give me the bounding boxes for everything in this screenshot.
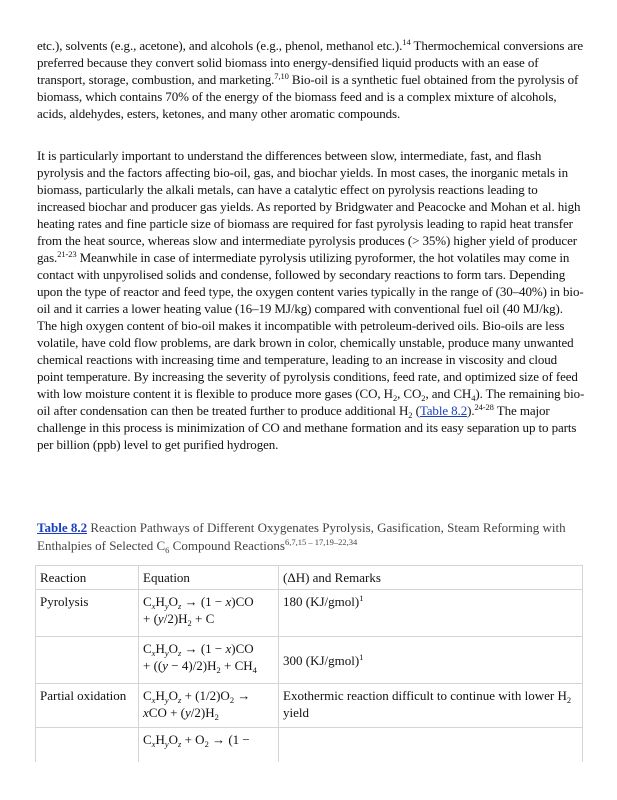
body-paragraph-1 xyxy=(37,37,585,122)
equation-text: )CO xyxy=(231,594,254,609)
subscript: 2 xyxy=(204,739,209,749)
paragraph-text: , and CH xyxy=(425,386,472,401)
equation-cell xyxy=(139,684,279,728)
body-paragraph-2 xyxy=(37,147,585,453)
equation-text: C xyxy=(143,688,152,703)
equation-text: → xyxy=(234,688,251,703)
paragraph-text: The major challenge in this process is minimization of CO and methane formation and its easy separation up to parts per billion (ppb) level to get purified hydrogen. xyxy=(37,403,577,452)
subscript: z xyxy=(178,739,182,749)
paragraph-text: ( xyxy=(412,403,420,418)
citation-ref[interactable]: 14 xyxy=(402,37,411,47)
equation-text: O xyxy=(168,688,179,703)
equation-text: + O xyxy=(181,732,205,747)
equation-text: C xyxy=(143,732,152,747)
equation-variable: y xyxy=(185,705,191,720)
header-cell-equation: Equation xyxy=(139,566,279,590)
equation-variable: y xyxy=(157,611,164,626)
paragraph-text: Meanwhile in case of intermediate pyrolysis utilizing pyroformer, the hot volatiles may come in contact with unpyrolised solids and condense, followed by secondary reactions to form tars. Depending upon the type of reactor and feed type, the oxygen content varies typically in the range of (30–40%) in bio-oil and it carries a lower heating value (16–19 MJ/kg) compared with conventional fuel oil (40 MJ/kg). The high oxygen content of bio-oil makes it incompatible with petroleum-derived oils. Bio-oils are less volatile, have cold flow problems, are dark brown in color, chemically unstable, produce many unwanted chemical reactions with increasing time and temperature, leading to an increase in viscosity and cloud point temperature. By increasing the severity of pyrolysis conditions, feed rate, and optimized size of feed with low moisture content it is flexible to produce more gases (CO, H xyxy=(37,250,584,401)
subscript: x xyxy=(151,601,156,611)
reaction-cell: Pyrolysis xyxy=(36,590,139,637)
remarks-cell xyxy=(279,637,583,684)
subscript: y xyxy=(164,648,169,658)
remark-text: 300 (KJ/gmol) xyxy=(283,652,360,668)
subscript: 6 xyxy=(165,545,170,555)
table-row xyxy=(36,684,583,728)
header-cell-reaction: Reaction xyxy=(36,566,139,590)
paragraph-text: Thermochemical conversions are preferred because they convert solid biomass into energy-densified liquid products with an ease of transport, storage, combustion, and marketing. xyxy=(37,38,584,87)
equation-text: + C xyxy=(191,611,215,626)
remarks-cell xyxy=(279,684,583,728)
equation-text: − 4)/2)H xyxy=(168,658,217,673)
equation-variable: x xyxy=(225,594,232,609)
subscript: x xyxy=(151,695,156,705)
subscript: z xyxy=(178,601,182,611)
table-label-link[interactable]: Table 8.2 xyxy=(37,520,88,535)
subscript: 2 xyxy=(566,695,572,705)
equation-text: → (1 − xyxy=(208,732,250,747)
subscript: 2 xyxy=(187,618,192,628)
subscript: y xyxy=(164,601,169,611)
subscript: x xyxy=(151,648,156,658)
equation-text: H xyxy=(155,594,165,609)
remark-text: 180 (KJ/gmol) xyxy=(283,594,360,609)
equation-text: H xyxy=(155,641,165,656)
subscript: z xyxy=(178,695,182,705)
table-8-2-link[interactable]: Table 8.2 xyxy=(419,403,468,418)
subscript: x xyxy=(151,739,156,749)
page-bottom-clip xyxy=(0,762,617,800)
subscript: 2 xyxy=(421,393,426,403)
subscript: 2 xyxy=(229,695,235,705)
subscript: 4 xyxy=(252,665,257,675)
caption-text: Reaction Pathways of Different Oxygenates Pyrolysis, Gasification, Steam Reforming with Enthalpies of Selected C xyxy=(37,520,566,553)
subscript: 2 xyxy=(216,665,221,675)
paragraph-text: etc.), solvents (e.g., acetone), and alcohols (e.g., phenol, methanol etc.). xyxy=(37,38,403,53)
table-row xyxy=(36,590,583,637)
equation-text: H xyxy=(155,732,165,747)
equation-text: + (( xyxy=(143,658,163,673)
paragraph-text: ). xyxy=(467,403,475,418)
subscript: 4 xyxy=(471,393,476,403)
reaction-cell xyxy=(36,637,139,684)
equation-text: + CH xyxy=(220,658,253,673)
equation-cell xyxy=(139,590,279,637)
paragraph-text: ). The remaining bio-oil after condensation can then be treated further to produce additional H xyxy=(37,386,585,418)
equation-text: /2)H xyxy=(163,611,188,626)
remarks-cell xyxy=(279,590,583,637)
equation-text: O xyxy=(168,641,179,656)
remark-text: yield xyxy=(283,705,309,720)
equation-variable: x xyxy=(225,641,232,656)
equation-text: C xyxy=(143,641,152,656)
header-cell-remarks: (ΔH) and Remarks xyxy=(279,566,583,590)
table-header-row xyxy=(36,566,583,590)
equation-text: O xyxy=(168,732,179,747)
equation-text: C xyxy=(143,594,152,609)
subscript: 2 xyxy=(214,712,219,722)
citation-ref[interactable]: 7,10 xyxy=(274,71,289,81)
equation-variable: x xyxy=(143,705,149,720)
equation-text: O xyxy=(168,594,179,609)
equation-text: + ( xyxy=(143,611,158,626)
equation-cell xyxy=(139,637,279,684)
citation-ref[interactable]: 6,7,15 – 17,19–22,34 xyxy=(284,537,358,547)
table-caption xyxy=(37,519,585,555)
subscript: 2 xyxy=(392,393,398,403)
equation-text: )CO xyxy=(231,641,254,656)
remark-text: Exothermic reaction difficult to continue with lower H xyxy=(283,688,567,703)
equation-text: CO + ( xyxy=(148,705,186,720)
citation-ref[interactable]: 1 xyxy=(359,651,364,662)
reaction-pathways-table xyxy=(35,565,583,772)
citation-ref[interactable]: 1 xyxy=(359,593,364,603)
equation-text: /2)H xyxy=(190,705,215,720)
equation-text: + (1/2)O xyxy=(181,688,230,703)
equation-text: H xyxy=(155,688,165,703)
subscript: 2 xyxy=(408,410,413,420)
citation-ref[interactable]: 21-23 xyxy=(57,249,77,259)
equation-text: → (1 − xyxy=(181,594,226,609)
citation-ref[interactable]: 24-28 xyxy=(474,402,494,412)
paragraph-text: It is particularly important to understand the differences between slow, intermediate, fast, and flash pyrolysis and the factors affecting bio-oil, gas, and biochar yields. In most cases, the inorganic metals in biomass, particularly the alkali metals, can have a catalytic effect on pyrolysis reactions leading to increased biochar and producer gas yields. As reported by Bridgwater and Peacocke and Mohan et al. high heating rates and fine particle size of biomass are required for fast pyrolysis leading to rapid heat transfer from the heat source, whereas slow and intermediate pyrolysis produces (> 35%) higher yield of producer gas. xyxy=(37,148,581,265)
equation-text: → (1 − xyxy=(181,641,226,656)
equation-variable: y xyxy=(162,658,169,673)
table-row xyxy=(36,637,583,684)
subscript: y xyxy=(164,739,169,749)
reaction-cell: Partial oxidation xyxy=(36,684,139,728)
caption-text: Compound Reactions xyxy=(169,538,285,553)
paragraph-text: , CO xyxy=(397,386,422,401)
paragraph-text: Bio-oil is a synthetic fuel obtained from the pyrolysis of biomass, which contains 70% of the energy of the biomass feed and is a complex mixture of alcohols, acids, aldehydes, esters, ketones, and many other aromatic compounds. xyxy=(37,72,579,121)
subscript: y xyxy=(164,695,169,705)
subscript: z xyxy=(178,648,182,658)
